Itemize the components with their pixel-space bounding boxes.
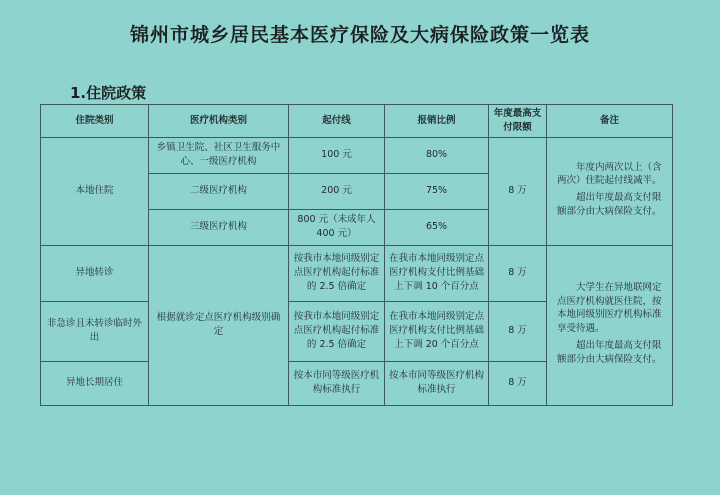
limit-cell: 8 万 <box>489 137 547 245</box>
ratio-cell: 80% <box>385 137 489 173</box>
ratio-cell: 在我市本地同级别定点医疗机构支付比例基础上下调 20 个百分点 <box>385 301 489 361</box>
page-title: 锦州市城乡居民基本医疗保险及大病保险政策一览表 <box>129 24 590 46</box>
section-title: 1.住院政策 <box>70 84 147 102</box>
deductible-cell: 按我市本地同级别定点医疗机构起付标准的 2.5 倍确定 <box>289 301 385 361</box>
ratio-cell: 65% <box>385 209 489 245</box>
deductible-cell: 200 元 <box>289 173 385 209</box>
table-row <box>41 245 673 301</box>
institution-cell: 乡镇卫生院、社区卫生服务中心、一级医疗机构 <box>149 137 289 173</box>
deductible-cell: 按我市本地同级别定点医疗机构起付标准的 2.5 倍确定 <box>289 245 385 301</box>
table-row <box>41 137 673 173</box>
note-paragraph: 大学生在异地联网定点医疗机构就医住院，按本地同级别医疗机构标准享受待遇。 <box>557 281 662 335</box>
institution-cell: 根据就诊定点医疗机构级别确定 <box>149 245 289 405</box>
deductible-cell: 按本市同等级医疗机构标准执行 <box>289 361 385 405</box>
column-header: 住院类别 <box>41 105 149 138</box>
category-cell: 异地长期居住 <box>41 361 149 405</box>
note-paragraph: 年度内两次以上（含两次）住院起付线减半。 <box>557 161 662 187</box>
ratio-cell: 按本市同等级医疗机构标准执行 <box>385 361 489 405</box>
column-header: 备注 <box>547 105 673 138</box>
ratio-cell: 在我市本地同级别定点医疗机构支付比例基础上下调 10 个百分点 <box>385 245 489 301</box>
category-cell: 非急诊且未转诊临时外出 <box>41 301 149 361</box>
limit-cell: 8 万 <box>489 245 547 301</box>
institution-cell: 三级医疗机构 <box>149 209 289 245</box>
table-header-row <box>41 105 673 138</box>
column-header: 年度最高支付限额 <box>489 105 547 138</box>
category-cell: 异地转诊 <box>41 245 149 301</box>
deductible-cell: 800 元（未成年人 400 元） <box>289 209 385 245</box>
column-header: 起付线 <box>289 105 385 138</box>
institution-cell: 二级医疗机构 <box>149 173 289 209</box>
limit-cell: 8 万 <box>489 361 547 405</box>
category-cell: 本地住院 <box>41 137 149 245</box>
note-paragraph: 超出年度最高支付限额部分由大病保险支付。 <box>557 339 662 365</box>
note-cell <box>547 245 673 405</box>
policy-table <box>40 104 673 406</box>
limit-cell: 8 万 <box>489 301 547 361</box>
column-header: 医疗机构类别 <box>149 105 289 138</box>
ratio-cell: 75% <box>385 173 489 209</box>
note-paragraph: 超出年度最高支付限额部分由大病保险支付。 <box>557 192 662 217</box>
deductible-cell: 100 元 <box>289 137 385 173</box>
note-cell <box>547 137 673 245</box>
column-header: 报销比例 <box>385 105 489 138</box>
